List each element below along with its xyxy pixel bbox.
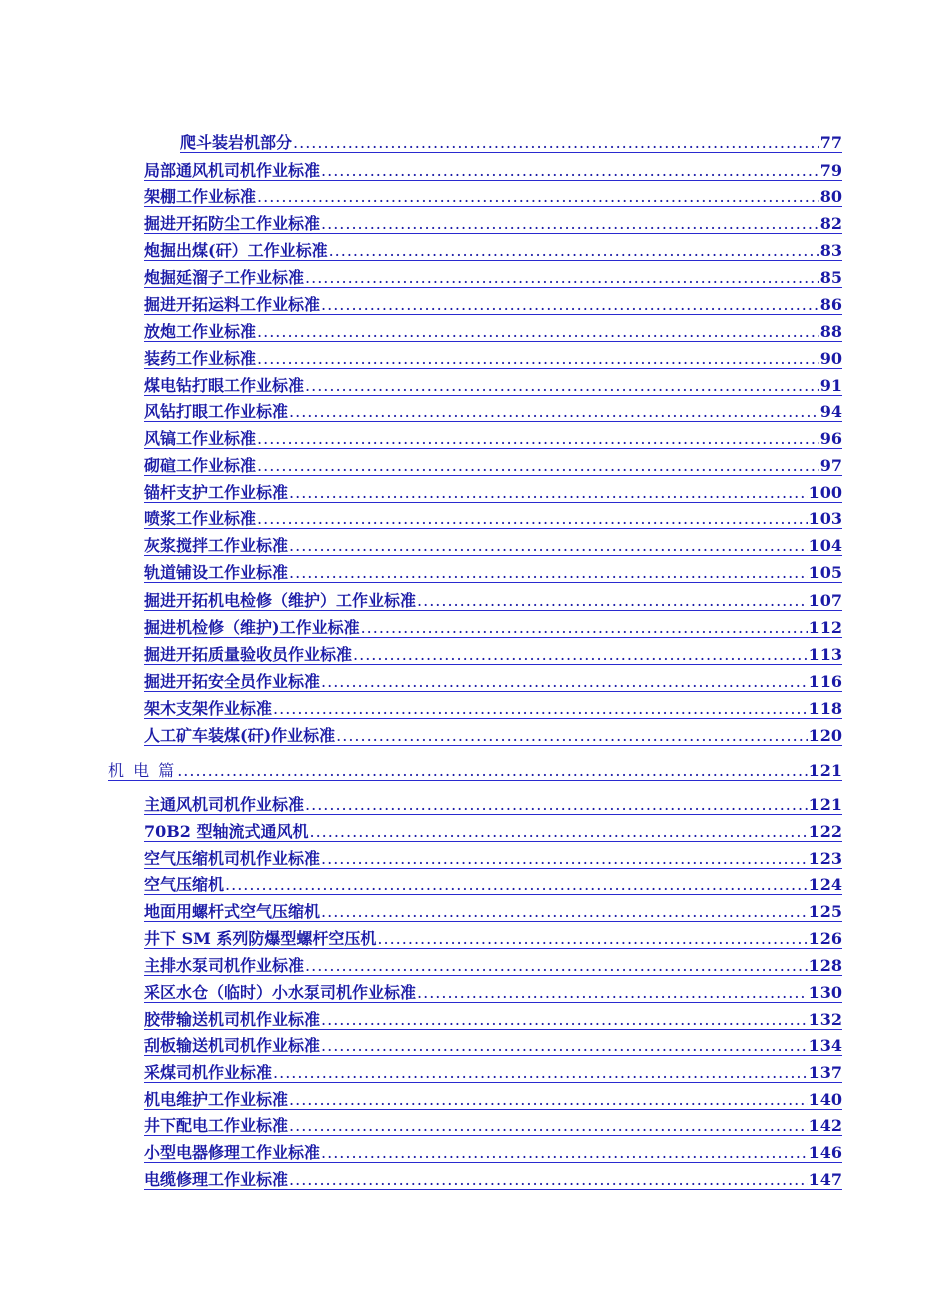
toc-dot-leader — [305, 796, 808, 814]
toc-page-number: 105 — [808, 563, 842, 582]
toc-entry[interactable] — [144, 615, 842, 638]
toc-dot-leader — [257, 323, 819, 341]
toc-entry[interactable] — [144, 669, 842, 692]
toc-entry-title: 炮掘延溜子工作业标准 — [144, 268, 305, 287]
toc-entry[interactable] — [180, 130, 842, 153]
toc-entry[interactable] — [144, 792, 842, 815]
toc-page-number: 88 — [819, 322, 842, 341]
toc-page-number: 104 — [808, 536, 842, 555]
toc-dot-leader — [321, 1011, 808, 1029]
toc-entry[interactable] — [144, 1113, 842, 1136]
toc-entry-title: 井下 SM 系列防爆型螺杆空压机 — [144, 929, 377, 948]
toc-dot-leader — [329, 242, 819, 260]
toc-entry-title: 架木支架作业标准 — [144, 699, 273, 718]
toc-entry[interactable] — [144, 846, 842, 869]
toc-dot-leader — [417, 592, 808, 610]
toc-dot-leader — [321, 1144, 808, 1162]
toc-section-heading[interactable] — [108, 758, 842, 781]
toc-page-number: 91 — [819, 376, 842, 395]
toc-page-number: 146 — [808, 1143, 842, 1162]
toc-entry[interactable] — [144, 319, 842, 342]
toc-page-number: 112 — [808, 618, 842, 637]
toc-dot-leader — [293, 134, 819, 152]
toc-entry[interactable] — [144, 373, 842, 396]
toc-dot-leader — [225, 876, 808, 894]
toc-page-number: 103 — [808, 509, 842, 528]
toc-entry[interactable] — [144, 158, 842, 181]
toc-page-number: 77 — [819, 133, 842, 152]
toc-dot-leader — [321, 1037, 808, 1055]
toc-page-number: 116 — [808, 672, 842, 691]
toc-entry[interactable] — [144, 588, 842, 611]
toc-dot-leader — [257, 188, 819, 206]
toc-page-number: 94 — [819, 402, 842, 421]
toc-entry-title: 刮板输送机司机作业标准 — [144, 1036, 321, 1055]
toc-entry[interactable] — [144, 980, 842, 1003]
toc-page-number: 134 — [808, 1036, 842, 1055]
toc-entry[interactable] — [144, 265, 842, 288]
toc-entry[interactable] — [144, 426, 842, 449]
toc-entry-title: 井下配电工作业标准 — [144, 1116, 289, 1135]
toc-page-number: 90 — [819, 349, 842, 368]
toc-entry-title: 采煤司机作业标准 — [144, 1063, 273, 1082]
toc-entry-title: 空气压缩机 — [144, 875, 225, 894]
toc-entry[interactable] — [144, 184, 842, 207]
toc-page-number: 86 — [819, 295, 842, 314]
toc-entry-title: 灰浆搅拌工作业标准 — [144, 536, 289, 555]
toc-entry[interactable] — [144, 1007, 842, 1030]
toc-dot-leader — [321, 850, 808, 868]
toc-entry-title: 掘进机检修（维护)工作业标准 — [144, 618, 360, 637]
toc-entry-title: 局部通风机司机作业标准 — [144, 161, 321, 180]
toc-entry[interactable] — [144, 872, 842, 895]
toc-entry-title: 掘进开拓机电检修（维护）工作业标准 — [144, 591, 417, 610]
toc-page-number: 121 — [808, 761, 842, 780]
toc-entry[interactable] — [144, 1167, 842, 1190]
toc-page-number: 126 — [808, 929, 842, 948]
toc-dot-leader — [257, 510, 808, 528]
toc-entry-title: 胶带输送机司机作业标准 — [144, 1010, 321, 1029]
toc-dot-leader — [377, 930, 807, 948]
toc-page-number: 83 — [819, 241, 842, 260]
toc-dot-leader — [305, 269, 819, 287]
toc-entry[interactable] — [144, 346, 842, 369]
toc-entry[interactable] — [144, 506, 842, 529]
toc-entry[interactable] — [144, 899, 842, 922]
toc-page-number: 121 — [808, 795, 842, 814]
toc-entry-title: 机 电 篇 — [108, 761, 177, 780]
toc-entry-title: 主排水泵司机作业标准 — [144, 956, 305, 975]
toc-entry-title: 电缆修理工作业标准 — [144, 1170, 289, 1189]
toc-page-number: 107 — [808, 591, 842, 610]
toc-entry[interactable] — [144, 819, 842, 842]
toc-entry[interactable] — [144, 399, 842, 422]
toc-entry-title: 砌碹工作业标准 — [144, 456, 257, 475]
toc-entry[interactable] — [144, 453, 842, 476]
toc-page-number: 82 — [819, 214, 842, 233]
toc-entry[interactable] — [144, 480, 842, 503]
toc-page-number: 85 — [819, 268, 842, 287]
toc-entry-title: 采区水仓（临时）小水泵司机作业标准 — [144, 983, 417, 1002]
toc-entry[interactable] — [144, 292, 842, 315]
toc-entry[interactable] — [144, 211, 842, 234]
toc-dot-leader — [257, 350, 819, 368]
toc-dot-leader — [305, 377, 819, 395]
toc-dot-leader — [321, 673, 808, 691]
toc-dot-leader — [289, 1091, 808, 1109]
toc-entry[interactable] — [144, 560, 842, 583]
toc-entry-title: 地面用螺杆式空气压缩机 — [144, 902, 321, 921]
toc-entry[interactable] — [144, 533, 842, 556]
toc-dot-leader — [257, 430, 819, 448]
toc-page-number: 125 — [808, 902, 842, 921]
toc-entry-title: 小型电器修理工作业标准 — [144, 1143, 321, 1162]
toc-dot-leader — [289, 564, 808, 582]
toc-entry[interactable] — [144, 642, 842, 665]
toc-dot-leader — [289, 484, 808, 502]
toc-entry-title: 掘进开拓安全员作业标准 — [144, 672, 321, 691]
toc-dot-leader — [289, 1171, 808, 1189]
toc-dot-leader — [257, 457, 819, 475]
toc-entry[interactable] — [144, 238, 842, 261]
toc-dot-leader — [321, 162, 819, 180]
toc-entry[interactable] — [144, 1087, 842, 1110]
toc-entry-title: 风钻打眼工作业标准 — [144, 402, 289, 421]
toc-entry-title: 机电维护工作业标准 — [144, 1090, 289, 1109]
toc-page-number: 128 — [808, 956, 842, 975]
toc-entry-title: 掘进开拓运料工作业标准 — [144, 295, 321, 314]
toc-page-number: 96 — [819, 429, 842, 448]
toc-page-number: 120 — [808, 726, 842, 745]
toc-dot-leader — [273, 700, 808, 718]
toc-dot-leader — [289, 1117, 808, 1135]
toc-page-number: 97 — [819, 456, 842, 475]
toc-dot-leader — [289, 403, 819, 421]
toc-entry[interactable] — [144, 1140, 842, 1163]
toc-page-number: 140 — [808, 1090, 842, 1109]
toc-page-number: 113 — [808, 645, 842, 664]
toc-page-number: 80 — [819, 187, 842, 206]
toc-entry[interactable] — [144, 723, 842, 746]
toc-dot-leader — [417, 984, 808, 1002]
toc-page-number: 147 — [808, 1170, 842, 1189]
toc-page-number: 137 — [808, 1063, 842, 1082]
toc-page-number: 118 — [808, 699, 842, 718]
toc-dot-leader — [321, 215, 819, 233]
toc-page-number: 79 — [819, 161, 842, 180]
toc-page-number: 130 — [808, 983, 842, 1002]
toc-dot-leader — [273, 1064, 808, 1082]
toc-entry-title: 主通风机司机作业标准 — [144, 795, 305, 814]
toc-entry[interactable] — [144, 1060, 842, 1083]
toc-entry-title: 空气压缩机司机作业标准 — [144, 849, 321, 868]
toc-entry-title: 掘进开拓质量验收员作业标准 — [144, 645, 353, 664]
toc-page-number: 132 — [808, 1010, 842, 1029]
toc-entry-title: 锚杆支护工作业标准 — [144, 483, 289, 502]
toc-entry[interactable] — [144, 953, 842, 976]
toc-dot-leader — [177, 762, 807, 780]
toc-page-number: 122 — [808, 822, 842, 841]
toc-dot-leader — [361, 619, 808, 637]
toc-entry-title: 放炮工作业标准 — [144, 322, 257, 341]
toc-dot-leader — [305, 957, 808, 975]
toc-entry-title: 架棚工作业标准 — [144, 187, 257, 206]
toc-dot-leader — [353, 646, 808, 664]
toc-entry-title: 人工矿车装煤(矸)作业标准 — [144, 726, 336, 745]
toc-entry-title: 掘进开拓防尘工作业标准 — [144, 214, 321, 233]
toc-dot-leader — [321, 903, 808, 921]
toc-entry-title: 轨道铺设工作业标准 — [144, 563, 289, 582]
toc-entry[interactable] — [144, 926, 842, 949]
toc-entry-title: 煤电钻打眼工作业标准 — [144, 376, 305, 395]
toc-entry-title: 爬斗装岩机部分 — [180, 133, 293, 152]
toc-page-number: 142 — [808, 1116, 842, 1135]
toc-dot-leader — [289, 537, 808, 555]
toc-entry[interactable] — [144, 1033, 842, 1056]
toc-dot-leader — [321, 296, 819, 314]
toc-page-number: 123 — [808, 849, 842, 868]
toc-entry[interactable] — [144, 696, 842, 719]
toc-entry-title: 喷浆工作业标准 — [144, 509, 257, 528]
toc-entry-title: 装药工作业标准 — [144, 349, 257, 368]
toc-dot-leader — [336, 727, 807, 745]
toc-dot-leader — [310, 823, 808, 841]
toc-entry-title: 风镐工作业标准 — [144, 429, 257, 448]
toc-entry-title: 炮掘出煤(矸）工作业标准 — [144, 241, 328, 260]
toc-page-number: 100 — [808, 483, 842, 502]
toc-page-number: 124 — [808, 875, 842, 894]
toc-entry-title: 70B2 型轴流式通风机 — [144, 822, 309, 841]
